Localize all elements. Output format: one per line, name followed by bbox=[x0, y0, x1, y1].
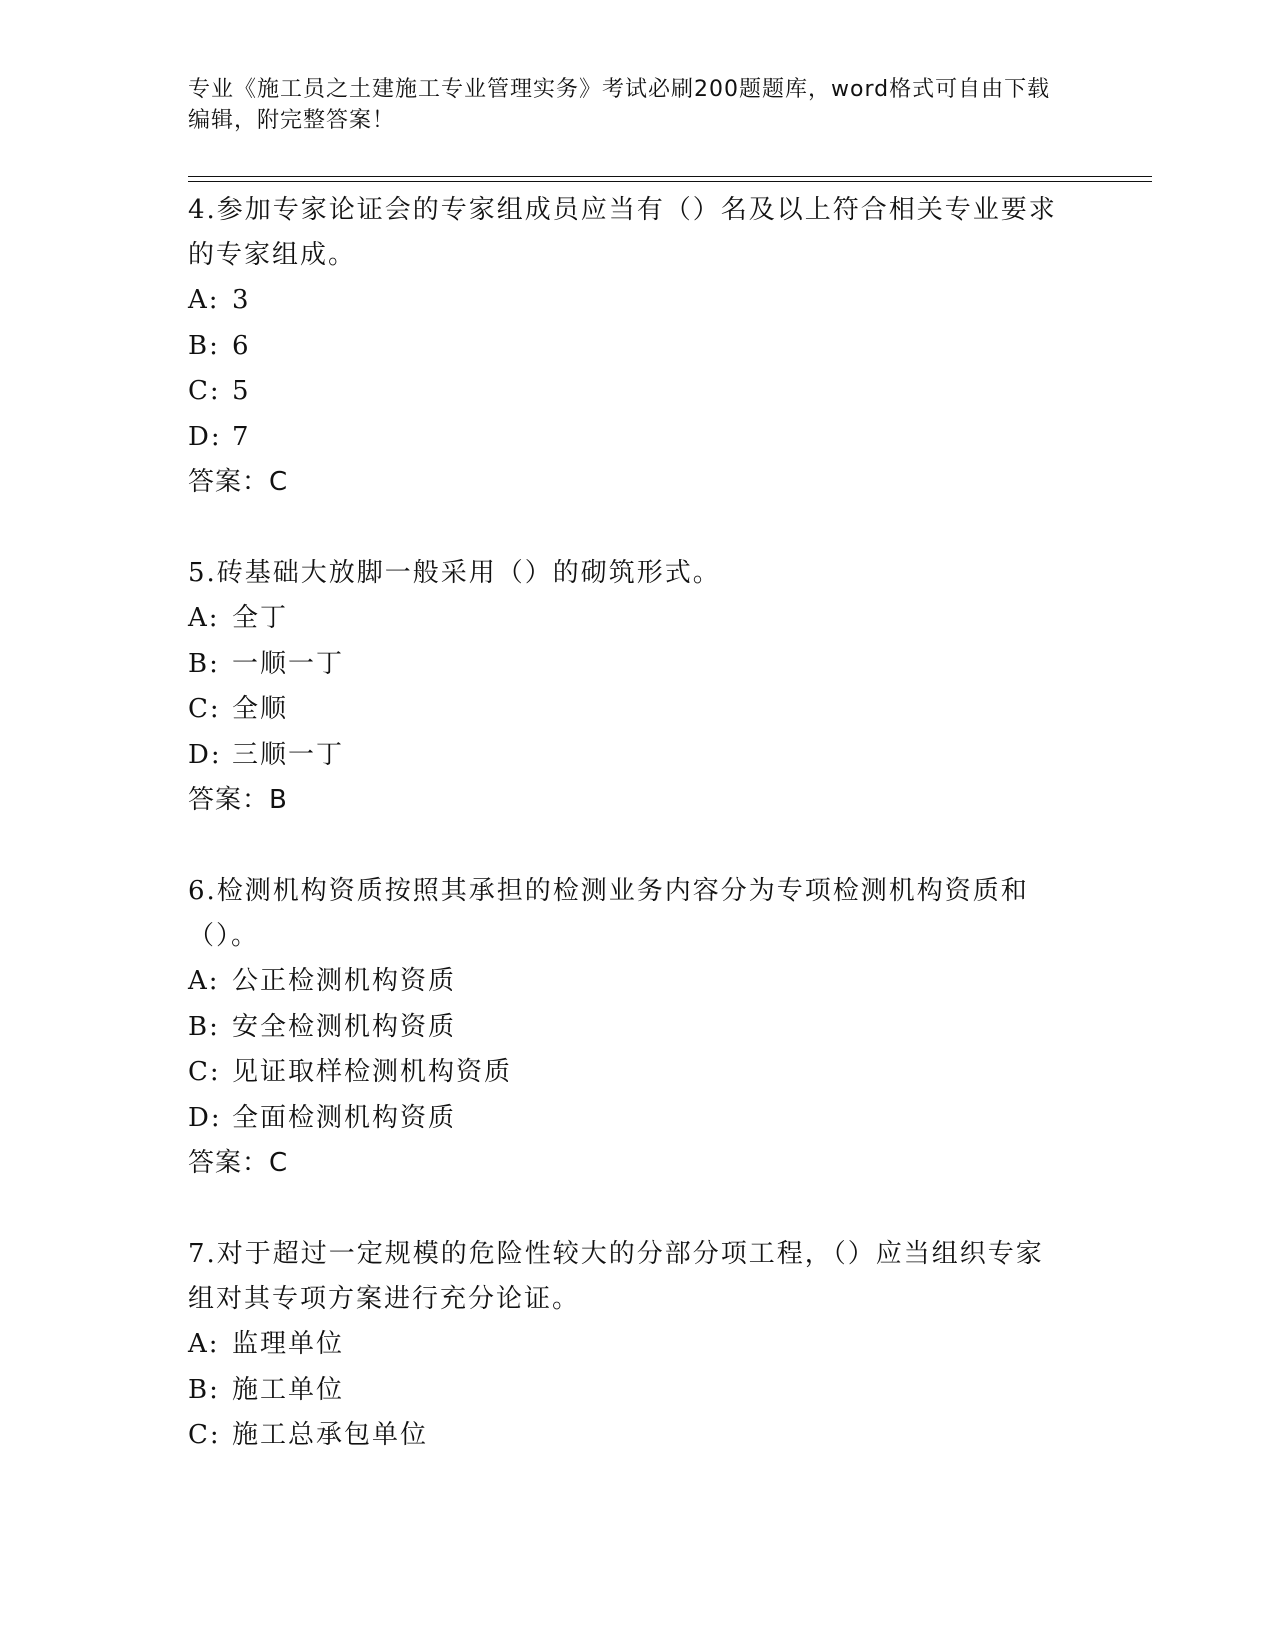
option-c bbox=[188, 687, 1068, 733]
option-letter: A: bbox=[188, 1329, 220, 1359]
question-text: 7.对于超过一定规模的危险性较大的分部分项工程，（）应当组织专家组对其专项方案进行充分论证。 bbox=[188, 1239, 1044, 1314]
option-a bbox=[188, 596, 1068, 642]
answer: 答案：C bbox=[188, 467, 289, 497]
header-divider-top bbox=[188, 176, 1152, 177]
option-c bbox=[188, 1050, 1068, 1096]
option-letter: A: bbox=[188, 603, 220, 633]
question-list bbox=[188, 188, 1068, 1459]
option-b bbox=[188, 642, 1068, 688]
option-text: 6 bbox=[232, 330, 251, 361]
option-a bbox=[188, 278, 1068, 324]
option-text: 安全检测机构资质 bbox=[232, 1011, 457, 1042]
option-c bbox=[188, 1413, 1068, 1459]
option-a bbox=[188, 1322, 1068, 1368]
question-text: 6.检测机构资质按照其承担的检测业务内容分为专项检测机构资质和（）。 bbox=[188, 876, 1029, 951]
option-text: 全面检测机构资质 bbox=[232, 1102, 457, 1133]
option-letter: C: bbox=[188, 694, 221, 724]
option-text: 3 bbox=[232, 285, 251, 315]
option-b bbox=[188, 1005, 1068, 1051]
option-letter: A: bbox=[188, 285, 220, 315]
question-4 bbox=[188, 188, 1068, 505]
option-letter: D: bbox=[188, 1102, 222, 1133]
spacer bbox=[188, 1186, 1068, 1232]
option-text: 一顺一丁 bbox=[232, 648, 345, 679]
option-text: 施工总承包单位 bbox=[232, 1420, 429, 1450]
option-a bbox=[188, 959, 1068, 1005]
spacer bbox=[188, 823, 1068, 869]
option-text: 全顺 bbox=[232, 694, 289, 724]
option-letter: B: bbox=[188, 1011, 220, 1042]
option-b bbox=[188, 1368, 1068, 1414]
option-text: 公正检测机构资质 bbox=[232, 966, 457, 996]
option-d bbox=[188, 1096, 1068, 1142]
option-text: 施工单位 bbox=[232, 1374, 345, 1405]
option-letter: D: bbox=[188, 739, 222, 770]
option-letter: B: bbox=[188, 648, 220, 679]
question-5 bbox=[188, 551, 1068, 823]
option-text: 见证取样检测机构资质 bbox=[232, 1057, 513, 1087]
option-b bbox=[188, 324, 1068, 370]
option-letter: B: bbox=[188, 330, 220, 361]
question-text: 4.参加专家论证会的专家组成员应当有（）名及以上符合相关专业要求的专家组成。 bbox=[188, 195, 1057, 270]
question-7 bbox=[188, 1232, 1068, 1459]
header-divider-bottom bbox=[188, 181, 1152, 182]
option-d bbox=[188, 415, 1068, 461]
option-text: 监理单位 bbox=[232, 1329, 345, 1359]
question-text: 5.砖基础大放脚一般采用（）的砌筑形式。 bbox=[188, 558, 721, 588]
question-6 bbox=[188, 869, 1068, 1186]
option-letter: A: bbox=[188, 966, 220, 996]
option-text: 全丁 bbox=[232, 603, 289, 633]
answer: 答案：C bbox=[188, 1148, 289, 1178]
option-d bbox=[188, 733, 1068, 779]
answer: 答案：B bbox=[188, 785, 288, 815]
document-header: 专业《施工员之土建施工专业管理实务》考试必刷200题题库，word格式可自由下载编辑，附完整答案！ bbox=[188, 77, 1051, 133]
option-text: 三顺一丁 bbox=[232, 739, 345, 770]
option-text: 7 bbox=[232, 421, 251, 452]
option-letter: B: bbox=[188, 1374, 220, 1405]
option-letter: D: bbox=[188, 421, 222, 452]
option-c bbox=[188, 369, 1068, 415]
option-letter: C: bbox=[188, 1057, 221, 1087]
option-text: 5 bbox=[232, 376, 251, 406]
option-letter: C: bbox=[188, 1420, 221, 1450]
option-letter: C: bbox=[188, 376, 221, 406]
spacer bbox=[188, 505, 1068, 551]
